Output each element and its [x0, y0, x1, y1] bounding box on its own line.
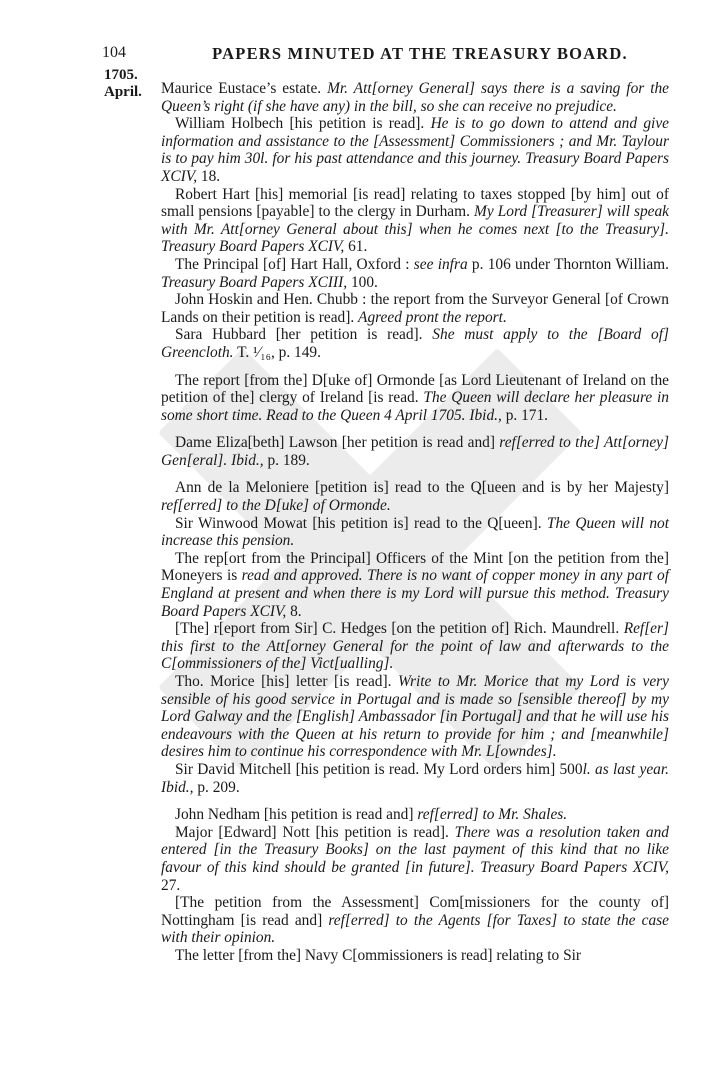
italic-run: ref[erred to the] Att[orney] Gen[eral]. Ibid., [161, 434, 669, 469]
italic-run: Agreed pront the report. [358, 308, 507, 326]
italic-run: She must apply to the [Board of] Greencloth. [161, 326, 669, 361]
entry-paragraph: [The petition from the Assessment] Com[missioners for the county of] Nottingham [is read and] ref[erred] to the Agents [for Taxes] to state the case with their opinion. [161, 894, 669, 947]
italic-run: There was a resolution taken and entered [in the Treasury Books] on the last payment of this kind that no like favour of this kind should be granted [in future]. Treasury Board Papers XCIV, [161, 823, 669, 876]
page-number: 104 [102, 44, 126, 61]
italic-run: Treasury Board Papers XCIII, [161, 273, 348, 291]
italic-run: Mr. Att[orney General] says there is a saving for the Queen’s right (if she have any) in the bill, so she can receive no prejudice. [161, 80, 669, 115]
entry-paragraph: [The] r[eport from Sir] C. Hedges [on the petition of] Rich. Maundrell. Ref[er] this first to the Att[orney General for the point of law and afterwards to the C[ommissioners of the] Vict[ualling]. [161, 620, 669, 673]
document-body [161, 80, 669, 965]
italic-run: ref[erred] to Mr. Shales. [417, 806, 568, 824]
entry-paragraph: Sir David Mitchell [his petition is read. My Lord orders him] 500l. as last year. Ibid., p. 209. [161, 760, 669, 796]
entry-paragraph: Ann de la Meloniere [petition is] read to the Q[ueen and is by her Majesty] ref[erred] to the D[uke] of Ormonde. [161, 479, 669, 515]
page-header [102, 44, 680, 68]
entry-paragraph: Dame Eliza[beth] Lawson [her petition is read and] ref[erred to the] Att[orney] Gen[eral]. Ibid., p. 189. [161, 434, 669, 469]
italic-run: Ref[er] this first to the Att[orney General for the point of law and afterwards to the C[ommissioners of the] Vict[ualling]. [161, 620, 669, 673]
italic-run: My Lord [Treasurer] will speak with Mr. Att[orney General about this] when he comes next [to the Treasury]. Treasury Board Papers XCIV, [161, 203, 669, 256]
running-title: PAPERS MINUTED AT THE TREASURY BOARD. [212, 44, 628, 63]
entry-paragraph: Robert Hart [his] memorial [is read] relating to taxes stopped [by him] out of small pensions [payable] to the clergy in Durham. My Lord [Treasurer] will speak with Mr. Att[orney General about this] when he comes next [to the Treasury]. Treasury Board Papers XCIV, 61. [161, 185, 669, 256]
italic-run: ref[erred] to the Agents [for Taxes] to state the case with their opinion. [161, 911, 669, 947]
margin-year: 1705. [104, 67, 138, 83]
italic-run: The Queen will declare her pleasure in some short time. Read to the Queen 4 April 1705. Ibid., [161, 389, 669, 424]
entry-paragraph: Maurice Eustace’s estate. Mr. Att[orney General] says there is a saving for the Queen’s right (if she have any) in the bill, so she can receive no prejudice. [161, 80, 669, 115]
entry-paragraph: Sir Winwood Mowat [his petition is] read to the Q[ueen]. The Queen will not increase this pension. [161, 514, 669, 550]
entry-paragraph: Major [Edward] Nott [his petition is read]. There was a resolution taken and entered [in the Treasury Books] on the last payment of this kind that no like favour of this kind should be granted [in future]. Treasury Board Papers XCIV, 27. [161, 823, 669, 894]
entry-paragraph: The letter [from the] Navy C[ommissioners is read] relating to Sir [175, 946, 582, 964]
margin-month: April. [104, 84, 142, 100]
entry-paragraph: The report [from the] D[uke of] Ormonde [as Lord Lieutenant of Ireland on the petition of the] clergy of Ireland [is read. The Queen will declare her pleasure in some short time. Read to the Queen 4 April 1705. Ibid., p. 171. [161, 371, 669, 424]
italic-run: see infra [413, 255, 468, 273]
margin-date [104, 67, 142, 101]
entry-paragraph: John Nedham [his petition is read and] ref[erred] to Mr. Shales. [175, 806, 568, 824]
italic-run: read and approved. There is no want of copper money in any part of England at present and when there is my Lord will pursue this method. Treasury Board Papers XCIV, [161, 567, 669, 620]
italic-run: ref[erred] to the D[uke] of Ormonde. [161, 497, 391, 515]
italic-run: He is to go down to attend and give information and assistance to the [Assessment] Commissioners ; and Mr. Taylour is to pay him 30l. for his past attendance and this journey. Treasury Board Papers XCIV, [161, 115, 669, 185]
entry-paragraph: William Holbech [his petition is read]. He is to go down to attend and give information and assistance to the [Assessment] Commissioners ; and Mr. Taylour is to pay him 30l. for his past attendance and this journey. Treasury Board Papers XCIV, 18. [161, 115, 669, 185]
italic-run: l. as last year. Ibid., [161, 760, 669, 796]
italic-run: The Queen will not increase this pension. [161, 514, 669, 550]
entry-paragraph: John Hoskin and Hen. Chubb : the report from the Surveyor General [of Crown Lands on their petition is read]. Agreed pront the report. [161, 291, 669, 326]
entry-paragraph: Tho. Morice [his] letter [is read]. Write to Mr. Morice that my Lord is very sensible of his good service in Portugal and is made so [sensible thereof] by my Lord Galway and the [English] Ambassador [in Portugal] and that he will use his endeavours with the Queen at his return to provide for him ; and [meanwhile] desires him to continue his correspondence with Mr. L[owndes]. [161, 673, 669, 761]
italic-run: Write to Mr. Morice that my Lord is very sensible of his good service in Portugal and is made so [sensible thereof] by my Lord Galway and the [English] Ambassador [in Portugal] and that he will use his endeavours with the Queen at his return to provide for him ; and [meanwhile] desires him to continue his correspondence with Mr. L[owndes]. [161, 673, 669, 761]
entry-paragraph: Sara Hubbard [her petition is read]. She must apply to the [Board of] Greencloth. T. ¹⁄₁₆, p. 149. [161, 326, 669, 361]
entry-paragraph: The Principal [of] Hart Hall, Oxford : see infra p. 106 under Thornton William. Treasury Board Papers XCIII, 100. [161, 255, 669, 291]
entry-paragraph: The rep[ort from the Principal] Officers of the Mint [on the petition from the] Moneyers is read and approved. There is no want of copper money in any part of England at present and when there is my Lord will pursue this method. Treasury Board Papers XCIV, 8. [161, 549, 669, 620]
